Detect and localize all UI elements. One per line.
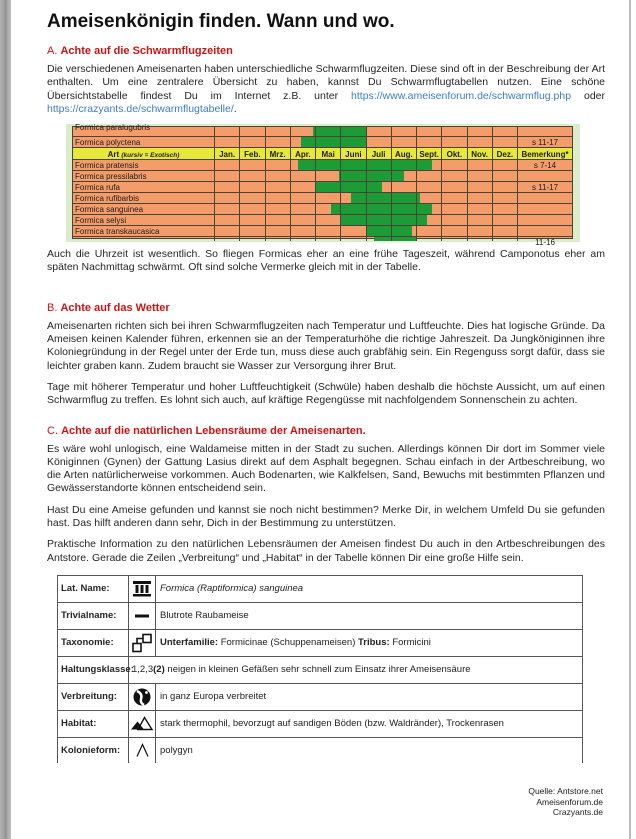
swarm-month-cell [266,137,291,147]
swarm-month-cell [341,193,366,203]
swarm-species-name: Formica pressilabris [73,171,215,181]
swarm-row [73,193,572,204]
swarm-month-cell [215,171,240,181]
swarm-month-cell [240,137,265,147]
section-a-heading [47,45,617,58]
swarm-month-cell [493,127,518,136]
swarm-month-cell [367,204,392,214]
swarm-month-cell [392,237,417,241]
info-row-value: stark thermophil, bevorzugt auf sandigen Böden (bzw. Waldränder), Trockenrasen [160,718,504,730]
swarm-month-cell [341,215,366,225]
swarm-month-cell [291,193,316,203]
swarm-month-cell [367,215,392,225]
swarm-month-cell [468,160,493,170]
swarm-col-month: Nov. [468,148,493,159]
section-a-paragraph-1-end: . [233,102,237,115]
swarm-species-name: Formica paralugubris [73,127,215,136]
caret-icon [129,738,156,763]
swarm-month-cell [266,226,291,236]
swarm-species-name: Formica pratensis [73,160,215,170]
swarm-month-cell [291,182,316,192]
swarm-month-cell [493,171,518,181]
swarm-month-cell [468,193,493,203]
swarm-month-cell [468,226,493,236]
swarm-row [73,215,572,226]
swarm-month-cell [417,226,442,236]
swarm-month-cell [215,215,240,225]
globe-icon [129,684,156,710]
swarm-col-month: Juni [341,148,366,159]
swarm-month-cell [442,237,467,241]
swarm-month-cell [240,204,265,214]
swarm-month-cell [316,127,341,136]
swarm-species-name: Formica transkaucasica [73,226,215,236]
swarm-month-cell [240,226,265,236]
swarm-month-cell [392,215,417,225]
swarm-species-name: Formica sanguinea [73,204,215,214]
dash-icon [129,603,156,629]
swarm-month-cell [493,193,518,203]
swarm-remark [518,193,572,203]
source-line: Ameisenforum.de [536,796,603,807]
swarm-remark: s 11-17 [531,138,559,148]
info-row [58,738,582,763]
swarm-month-cell [392,182,417,192]
swarm-month-cell [240,171,265,181]
swarm-month-cell [493,182,518,192]
swarm-month-cell [442,127,467,136]
swarm-month-cell [442,182,467,192]
swarm-month-cell [341,226,366,236]
info-row-label: Haltungsklasse: [58,657,129,683]
info-row-value: Unterfamilie: Formicinae (Schuppenameisen) Tribus: Formicini [160,637,431,649]
swarm-month-cell [367,237,392,241]
swarm-month-cell [442,226,467,236]
swarm-col-month: Juli [367,148,392,159]
swarm-col-art: Art (kursiv = Exotisch) [73,148,215,159]
info-row [58,711,582,738]
swarm-row [73,123,572,137]
swarm-col-month: Mrz. [266,148,291,159]
swarm-month-cell [392,160,417,170]
info-row [58,684,582,711]
swarm-month-cell [266,160,291,170]
swarm-month-cell [493,137,518,147]
swarm-month-cell [215,127,240,136]
swarm-month-cell [316,215,341,225]
swarm-remark: 11-16 [535,238,555,248]
swarm-month-cell [291,127,316,136]
info-row-value: 1,2,3(2) neigen in kleinen Gefäßen sehr schnell zum Einsatz ihrer Ameisensäure [132,664,471,676]
swarm-month-cell [266,193,291,203]
info-row [58,630,582,657]
page-content [12,0,617,763]
source-line: Quelle: Antstore.net [528,786,603,796]
swarm-month-cell [367,160,392,170]
section-a-paragraph-1-text: Die verschiedenen Ameisenarten haben unterschiedliche Schwarmflugzeiten. Diese sind oft in der Beschreibung der Art enthalten. Um eine zentralere Übersicht zu haben, kannst Du Schwarmflugtabellen nutzen. Eine schöne Übersichtstabelle findest Du im Internet z.B. unter [47,63,605,102]
swarm-month-cell [215,237,240,241]
section-c-title: Achte auf die natürlichen Lebensräume der Ameisenarten. [61,424,366,437]
swarm-month-cell [316,160,341,170]
swarm-month-cell [417,127,442,136]
swarm-month-cell [240,127,265,136]
swarm-month-cell [392,171,417,181]
section-b-heading [47,302,617,315]
swarm-month-cell [468,215,493,225]
swarm-remark: s 7-14 [533,161,557,171]
swarm-month-cell [215,182,240,192]
swarm-row [73,160,572,171]
swarm-row [73,171,572,182]
swarm-month-cell [392,127,417,136]
swarm-species-name: Formica selysi [73,215,215,225]
swarm-month-cell [442,204,467,214]
swarm-month-cell [392,204,417,214]
swarm-table-header-row [73,148,572,160]
swarm-remark [518,226,572,236]
info-row [58,657,582,684]
swarm-month-cell [215,193,240,203]
swarm-month-cell [316,237,341,241]
section-a-prefix: A. [47,45,61,57]
swarm-table-screenshot [66,123,580,248]
section-b-title: Achte auf das Wetter [60,301,170,314]
info-row-label: Habitat: [58,711,129,737]
section-c-heading [47,425,617,438]
swarm-month-cell [493,237,518,241]
swarm-month-cell [316,182,341,192]
swarm-month-cell [240,237,265,241]
swarm-month-cell [291,215,316,225]
swarm-month-cell [417,204,442,214]
info-row-label: Verbreitung: [58,684,129,710]
swarm-month-cell [215,204,240,214]
viewer-left-edge [0,0,11,839]
columns-icon [129,576,156,602]
section-b-prefix: B. [47,301,61,314]
swarm-month-cell [316,137,341,147]
section-a-paragraph-1 [47,63,605,116]
swarm-month-cell [417,182,442,192]
swarm-row [73,182,572,193]
info-row-label: Trivialname: [58,603,129,629]
swarm-month-cell [316,193,341,203]
swarm-month-cell [341,160,366,170]
swarm-month-cell [266,171,291,181]
swarm-month-cell [417,137,442,147]
swarm-month-cell [367,137,392,147]
swarm-species-name: Formica rufibarbis [73,193,215,203]
section-c-paragraph-1: Es wäre wohl unlogisch, eine Waldameise mitten in der Stadt zu suchen. Allerdings können Dir dort im Sommer viele Königinnen (Gynen) der Gattung Lasius direkt auf dem Asphalt begegnen. Schau einfach in der Artbeschreibung, wo die Arten natürlicherweise vorkommen. Auch Bodenarten, wie Kalkfelsen, Sand, Bewuchs mit bestimmten Pflanzen und Gewässerstandorte können entscheidend sein. [47,442,605,495]
viewer-right-edge [629,0,631,839]
swarm-row [73,226,572,237]
swarm-month-cell [417,171,442,181]
swarm-month-cell [291,171,316,181]
swarm-month-cell [291,237,316,241]
page-title: Ameisenkönigin finden. Wann und wo. [47,11,395,32]
swarm-month-cell [291,226,316,236]
section-b-paragraph-2: Tage mit höherer Temperatur und hoher Luftfeuchtigkeit (Schwüle) haben deshalb die höchste Aussicht, um auf einen Schwarmflug zu treffen. Es lohnt sich auch, auf kräftige Regengüsse mit nachfolgendem Sonnenschein zu achten. [47,380,605,407]
section-a-paragraph-1-mid: oder [571,89,605,102]
swarm-col-month: Dez. [493,148,518,159]
swarm-month-cell [367,127,392,136]
swarm-month-cell [316,204,341,214]
info-row [58,603,582,630]
swarm-month-cell [417,237,442,241]
swarm-col-month: Mai [316,148,341,159]
swarm-month-cell [367,193,392,203]
swarm-table [72,123,573,248]
info-row-value: polygyn [160,744,193,756]
swarm-month-cell [468,171,493,181]
section-c-paragraph-3: Praktische Information zu den natürlichen Lebensräumen der Ameisen findest Du auch in den Artbeschreibungen des Antstore. Gerade die Zeilen „Verbreitung“ und „Habitat“ in der Tabelle können Dir eine große Hilfe sein. [47,538,605,564]
swarm-month-cell [240,182,265,192]
swarm-month-cell [291,160,316,170]
swarm-month-cell [442,171,467,181]
tree-icon [129,630,156,656]
swarm-species-name [73,237,215,241]
section-c-prefix: C. [47,424,62,437]
swarm-month-cell [266,215,291,225]
swarm-remark [518,215,572,225]
swarm-month-cell [392,226,417,236]
swarm-month-cell [291,137,316,147]
species-info-table [57,575,583,763]
swarm-month-cell [442,160,467,170]
swarm-col-month: Jan. [215,148,240,159]
section-a-paragraph-2: Auch die Uhrzeit ist wesentlich. So fliegen Formicas eher an eine frühe Tageszeit, während Camponotus eher am späten Nachmittag schwärmt. Oft sind solche Vermerke gleich mit in der Tabelle. [47,248,605,274]
swarm-month-cell [493,160,518,170]
swarm-col-remark: Bemerkung* [518,148,572,159]
swarm-col-month: Feb. [240,148,265,159]
swarm-month-cell [240,193,265,203]
swarm-month-cell [266,237,291,241]
swarm-species-name: Formica polyctena [73,137,215,147]
swarm-row [73,137,572,148]
swarm-col-month: Apr. [291,148,316,159]
swarm-col-month: Okt. [442,148,467,159]
info-row-label: Kolonieform: [58,738,129,763]
swarm-month-cell [493,204,518,214]
swarm-month-cell [266,182,291,192]
info-row-value: in ganz Europa verbreitet [160,691,267,703]
swarm-species-name: Formica rufa [73,182,215,192]
info-row [58,576,582,603]
swarm-month-cell [266,127,291,136]
swarm-col-month: Sept. [417,148,442,159]
swarm-remark: s 11-17 [531,183,559,193]
mountain-icon [129,711,156,737]
swarm-month-cell [341,237,366,241]
info-row-value: Formica (Raptiformica) sanguinea [160,583,304,595]
section-b-paragraph-1: Ameisenarten richten sich bei ihren Schwarmflugzeiten nach Temperatur und Luftfeuchte. Dies hat logische Gründe. Da Ameisen keinen Kalender führen, erkennen sie an der Temperaturhöhe die richtige Jahreszeit. Da Jungköniginnen ihre Koloniegründung in der Regel unter der Erde tun, muss diese auch grabfähig sein. Ein Regenguss sorgt dafür, dass sie leichter graben kann. Zudem braucht sie Wasser zur Versorgung ihrer Brut. [47,319,605,372]
swarm-month-cell [291,204,316,214]
swarm-month-cell [417,160,442,170]
swarm-month-cell [240,160,265,170]
swarm-month-cell [341,182,366,192]
swarm-month-cell [442,215,467,225]
swarm-month-cell [215,137,240,147]
swarm-month-cell [442,193,467,203]
swarm-month-cell [468,182,493,192]
swarm-month-cell [215,160,240,170]
swarm-month-cell [341,204,366,214]
link-ameisenforum[interactable]: https://www.ameisenforum.de/schwarmflug.php [351,89,572,102]
swarm-col-month: Aug. [392,148,417,159]
swarm-row [73,204,572,215]
swarm-month-cell [240,215,265,225]
swarm-month-cell [468,137,493,147]
swarm-month-cell [341,127,366,136]
swarm-month-cell [215,226,240,236]
swarm-month-cell [367,182,392,192]
swarm-month-cell [341,137,366,147]
swarm-month-cell [266,204,291,214]
info-row-value: Blutrote Raubameise [160,610,249,622]
swarm-remark [518,127,572,136]
swarm-month-cell [417,193,442,203]
section-c-paragraph-2: Hast Du eine Ameise gefunden und kannst sie noch nicht bestimmen? Merke Dir, in welchem Umfeld Du sie gefunden hast. Das hilft anderen dann sehr, Dich in der Bestimmung zu unterstützen. [47,503,605,530]
swarm-row [73,237,572,248]
swarm-month-cell [468,237,493,241]
link-crazyants[interactable]: https://crazyants.de/schwarmflugtabelle/ [47,102,234,115]
info-row-label: Lat. Name: [58,576,129,602]
swarm-month-cell [468,127,493,136]
swarm-month-cell [493,226,518,236]
info-row-label: Taxonomie: [58,630,129,656]
swarm-remark [518,171,572,181]
source-line: Crazyants.de [552,807,603,817]
swarm-month-cell [493,215,518,225]
swarm-month-cell [367,171,392,181]
swarm-month-cell [316,226,341,236]
swarm-month-cell [417,215,442,225]
swarm-month-cell [367,226,392,236]
swarm-month-cell [341,171,366,181]
source-attribution [528,786,603,818]
section-a-title: Achte auf die Schwarmflugzeiten [60,45,233,57]
swarm-month-cell [442,137,467,147]
swarm-month-cell [392,193,417,203]
swarm-month-cell [316,171,341,181]
swarm-month-cell [468,204,493,214]
swarm-remark [518,204,572,214]
swarm-month-cell [392,137,417,147]
